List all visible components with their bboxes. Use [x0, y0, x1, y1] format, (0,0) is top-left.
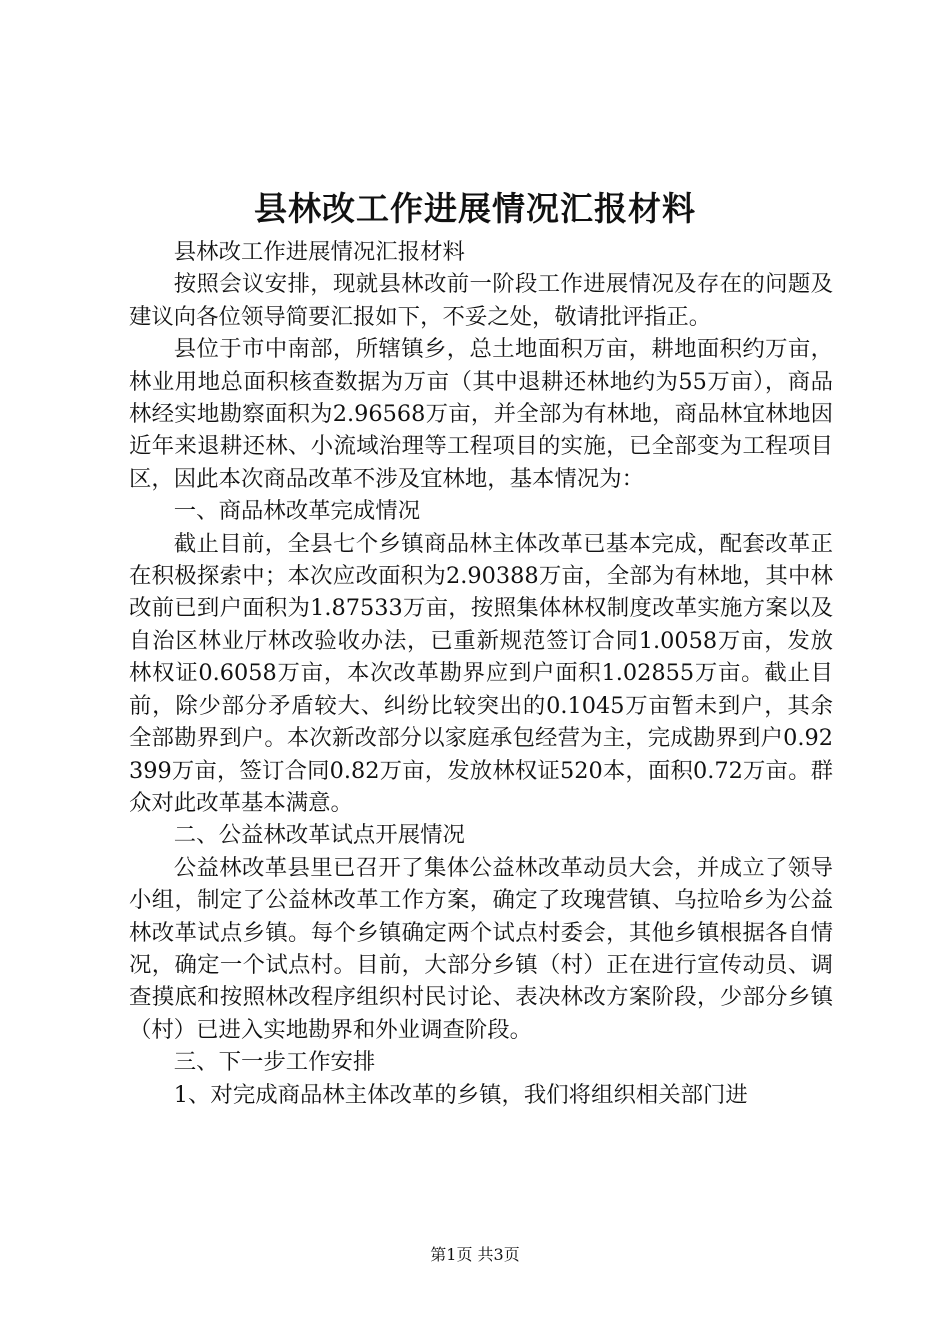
document-title: 县林改工作进展情况汇报材料: [254, 189, 696, 228]
paragraph-commercial-forest: 截止目前，全县七个乡镇商品林主体改革已基本完成，配套改革正在积极探索中；本次应改面积为2.90388万亩，全部为有林地，其中林改前已到户面积为1.87533万亩，按照集体林权制度改革实施方案以及自治区林业厅林改验收办法，已重新规范签订合同1.0058万亩，发放林权证0.6058万亩，本次改革勘界应到户面积1.02855万亩。截止目前，除少部分矛盾较大、纠纷比较突出的0.1045万亩暂未到户，其余全部勘界到户。本次新改部分以家庭承包经营为主，完成勘界到户0.92399万亩，签订合同0.82万亩，发放林权证520本，面积0.72万亩。群众对此改革基本满意。: [129, 530, 833, 816]
section-heading-public-forest: 二、公益林改革试点开展情况: [173, 822, 465, 849]
document-body: [129, 236, 833, 1111]
paragraph-public-forest: 公益林改革县里已召开了集体公益林改革动员大会，并成立了领导小组，制定了公益林改革工作方案，确定了玫瑰营镇、乌拉哈乡为公益林改革试点乡镇。每个乡镇确定两个试点村委会，其他乡镇根据各自情况，确定一个试点村。目前，大部分乡镇（村）正在进行宣传动员、调查摸底和按照林改程序组织村民讨论、表决林改方案阶段，少部分乡镇（村）已进入实地勘界和外业调查阶段。: [129, 854, 833, 1043]
page-number-footer: 第1页 共3页: [430, 1245, 520, 1264]
paragraph-overview: 县位于市中南部，所辖镇乡，总土地面积万亩，耕地面积约万亩，林业用地总面积核查数据为万亩（其中退耕还林地约为55万亩），商品林经实地勘察面积为2.96568万亩，并全部为有林地，商品林宜林地因近年来退耕还林、小流域治理等工程项目的实施，已全部变为工程项目区，因此本次商品改革不涉及宜林地，基本情况为：: [129, 336, 833, 492]
section-heading-commercial-forest: 一、商品林改革完成情况: [173, 498, 421, 525]
section-heading-next-steps: 三、下一步工作安排: [173, 1049, 376, 1076]
paragraph-intro: 按照会议安排，现就县林改前一阶段工作进展情况及存在的问题及建议向各位领导简要汇报如下，不妥之处，敬请批评指正。: [129, 271, 833, 330]
paragraph-subtitle: 县林改工作进展情况汇报材料: [173, 239, 465, 265]
paragraph-next-steps: 1、对完成商品林主体改革的乡镇，我们将组织相关部门进: [173, 1081, 748, 1108]
